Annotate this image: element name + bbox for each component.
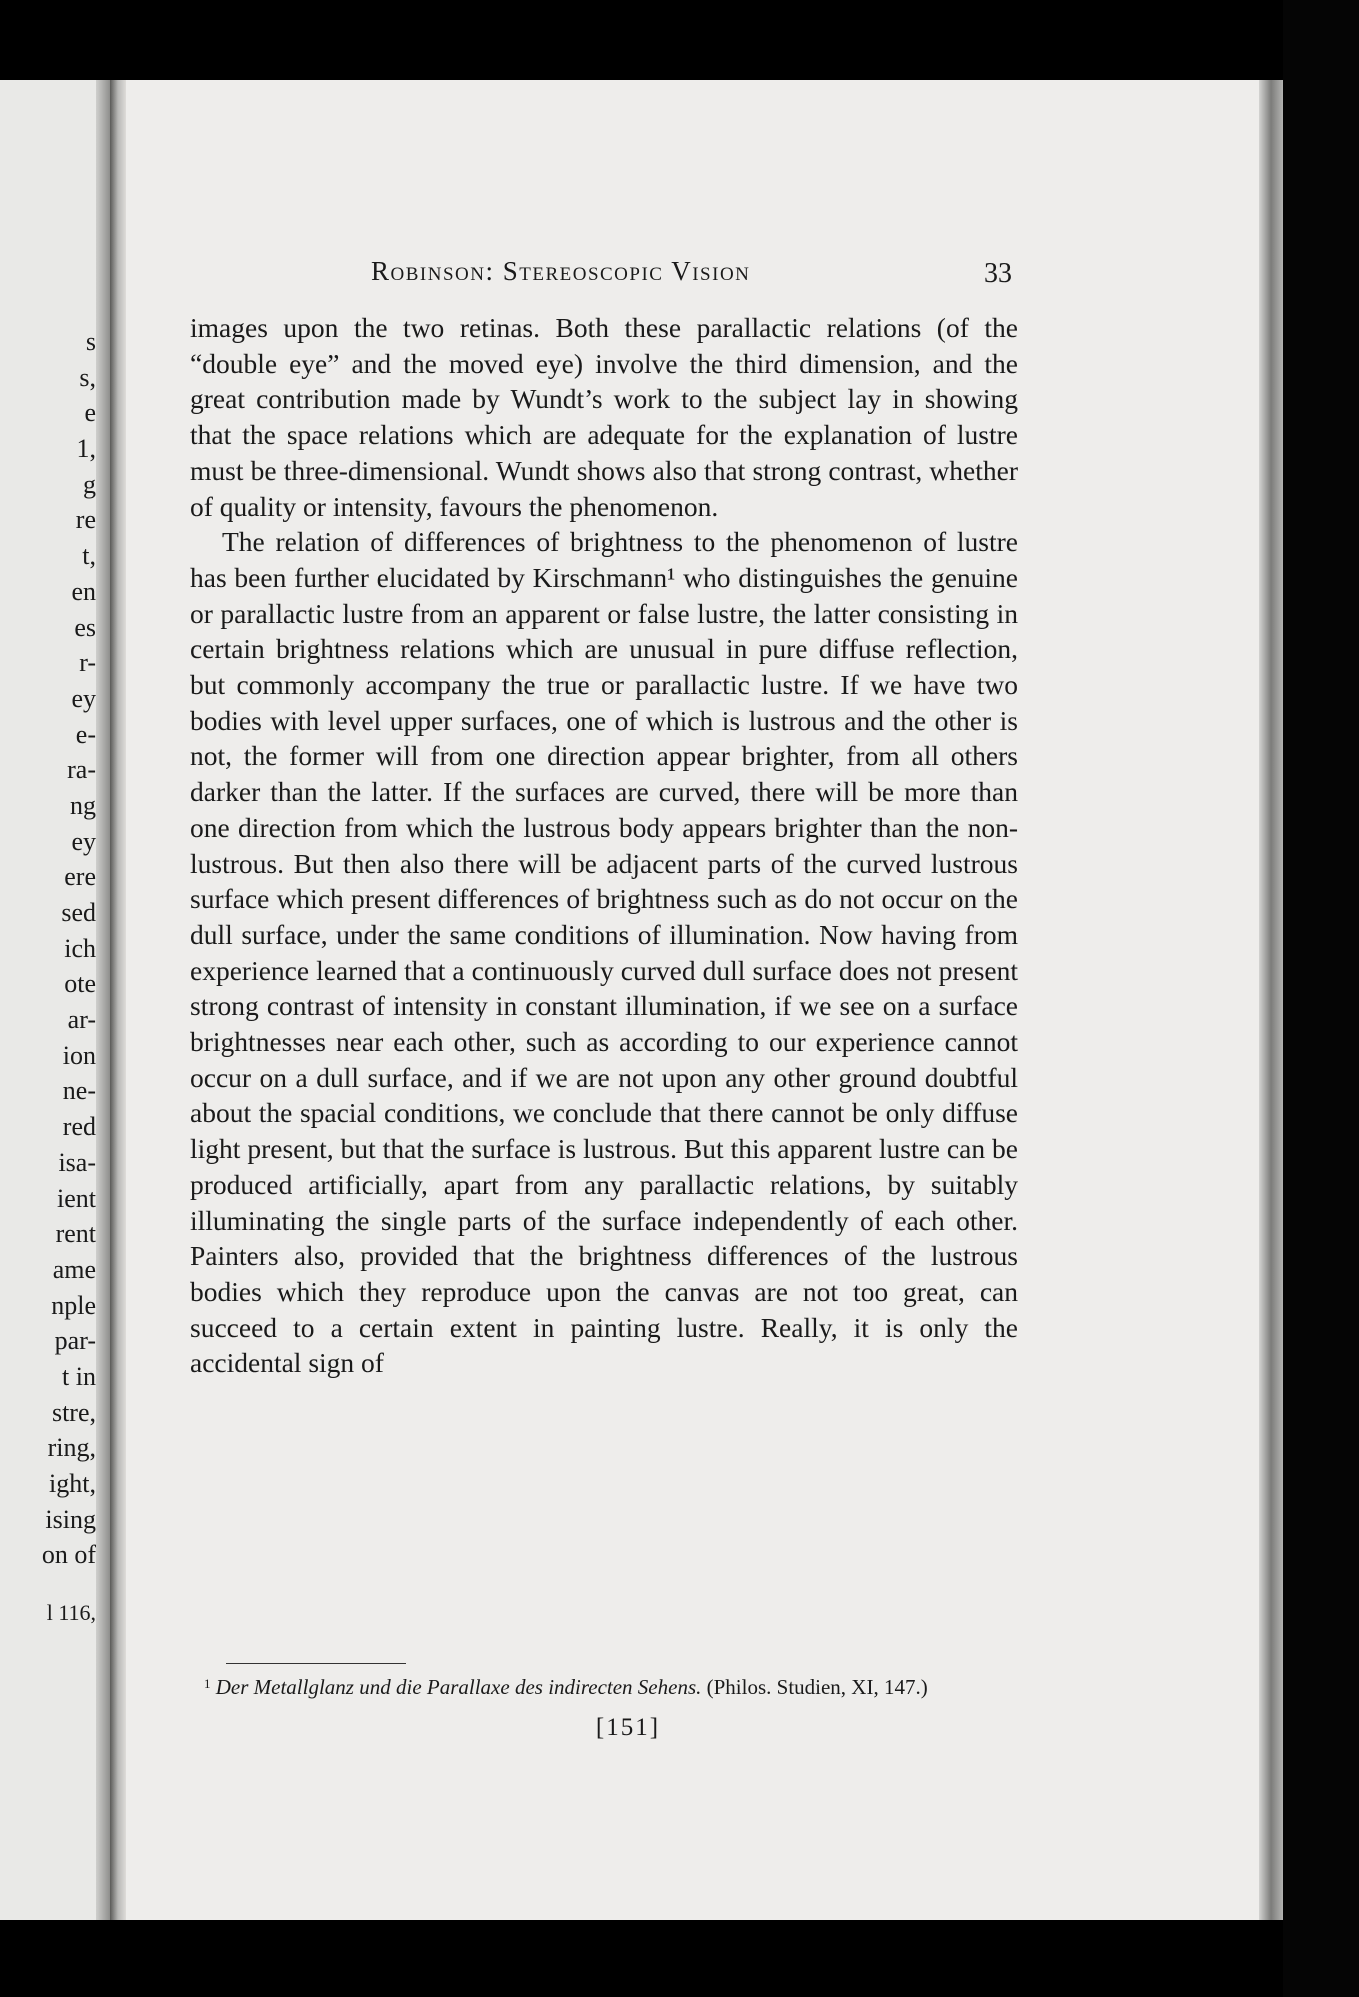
facing-page-line-ending: sed [61,898,96,927]
facing-page-line-ending: ey [71,826,96,856]
facing-page-line-ending: stre, [51,1397,96,1427]
footnote-citation: (Philos. Studien, XI, 147.) [706,1675,928,1699]
facing-page-line-ending: re [75,505,96,535]
facing-page-line-ending: es [74,612,96,642]
facing-page-line-ending: ere [64,862,96,892]
facing-page-line-ending: en [71,576,96,606]
body-text [190,310,1018,1381]
facing-page-line-ending: r- [79,648,96,678]
paragraph: images upon the two retinas. Both these parallactic relations (of the “double eye” and the moved eye) involve the third dimension, and the great contribution made by Wundt’s work to the subject lay in showing that the space relations which are adequate for the explanation of lustre must be three-dimensional. Wundt shows also that strong contrast, whether of quality or intensity, favours the phenomenon. [190,312,1018,522]
facing-page-line-ending: e [84,398,96,428]
facing-page-line-ending: ng [70,790,96,820]
facing-page-line-ending: ar- [67,1005,96,1035]
facing-page-line-ending: ight, [49,1469,96,1498]
paragraph: The relation of differences of brightness to the phenomenon of lustre has been further elucidated by Kirschmann¹ who distinguishes the genuine or parallactic lustre from an apparent or false lustre, the latter consisting in certain brightness relations which are unusual in pure diffuse reflection, but commonly accompany the true or parallactic lustre. If we have two bodies with level upper surfaces, one of which is lustrous and the other is not, the former will from one direction appear brighter, from all others darker than the latter. If the surfaces are curved, there will be more than one direction from which the lustrous body appears brighter than the non-lustrous. But then also there will be adjacent parts of the curved lustrous surface which present differences of brightness such as do not occur on the dull surface, under the same conditions of illumination. Now having from experience learned that a continuously curved dull surface does not present strong contrast of intensity in constant illumination, if we see on a surface brightnesses near each other, such as according to our experience cannot occur on a dull surface, and if we are not upon any other ground doubtful about the spacial conditions, we conclude that there cannot be only diffuse light present, but that the surface is lustrous. But this apparent lustre can be produced artificially, apart from any parallactic relations, by suitably illuminating the single parts of the surface independently of each other. Painters also, provided that the brightness differences of the lustrous bodies which they reproduce upon the canvas are not too great, can succeed to a certain extent in painting lustre. Really, it is only the accidental sign of [190,526,1018,1379]
facing-page-line-ending: ote [64,969,96,999]
running-head: Robinson: Stereoscopic Vision [371,256,751,286]
facing-page-line-ending: ne- [62,1076,96,1106]
facing-page-line-ending: g [83,469,96,499]
facing-page-line-ending: s [85,327,96,356]
facing-page-line-ending: e- [75,719,96,749]
facing-page-line-ending: ey [71,683,96,713]
facing-page-line-ending: rent [55,1219,96,1249]
facing-page-line-ending: 1, [76,434,96,464]
footnote [204,1670,1022,1701]
scan-background [1283,0,1359,1997]
facing-page-gutter-shadow [96,80,110,1920]
facing-page-line-ending: red [62,1112,96,1142]
facing-page-line-ending: on of [41,1540,96,1570]
facing-page-line-ending: ring, [47,1433,96,1463]
facing-page-footnote-fragment: l 116, [46,1600,96,1625]
footnote-title: Der Metallglanz und die Parallaxe des indirecten Sehens. [215,1675,702,1699]
facing-page-line-endings [0,324,96,1573]
facing-page-line-ending: isa- [58,1147,96,1177]
signature-mark: [151] [595,1714,661,1741]
facing-page-line-ending: t in [62,1361,96,1391]
page-edge-shadow [1259,80,1283,1920]
facing-page-fragment [0,80,110,1920]
facing-page-line-ending: ising [45,1504,96,1534]
book-page [126,80,1259,1920]
facing-page-line-ending: ra- [67,755,96,785]
facing-page-line-ending: t, [82,541,96,571]
book-spine [110,80,126,1920]
facing-page-line-ending: par- [54,1326,96,1356]
facing-page-line-ending: s, [79,362,96,392]
page-number: 33 [984,258,1012,289]
facing-page-line-ending: ame [52,1254,96,1284]
footnote-rule [226,1663,406,1664]
page-header [126,256,1259,296]
facing-page-line-ending: nple [51,1290,96,1320]
facing-page-line-ending: ion [62,1040,96,1070]
footnote-marker: 1 [204,1676,211,1691]
facing-page-line-ending: ient [57,1183,96,1213]
facing-page-line-ending: ich [64,933,96,963]
